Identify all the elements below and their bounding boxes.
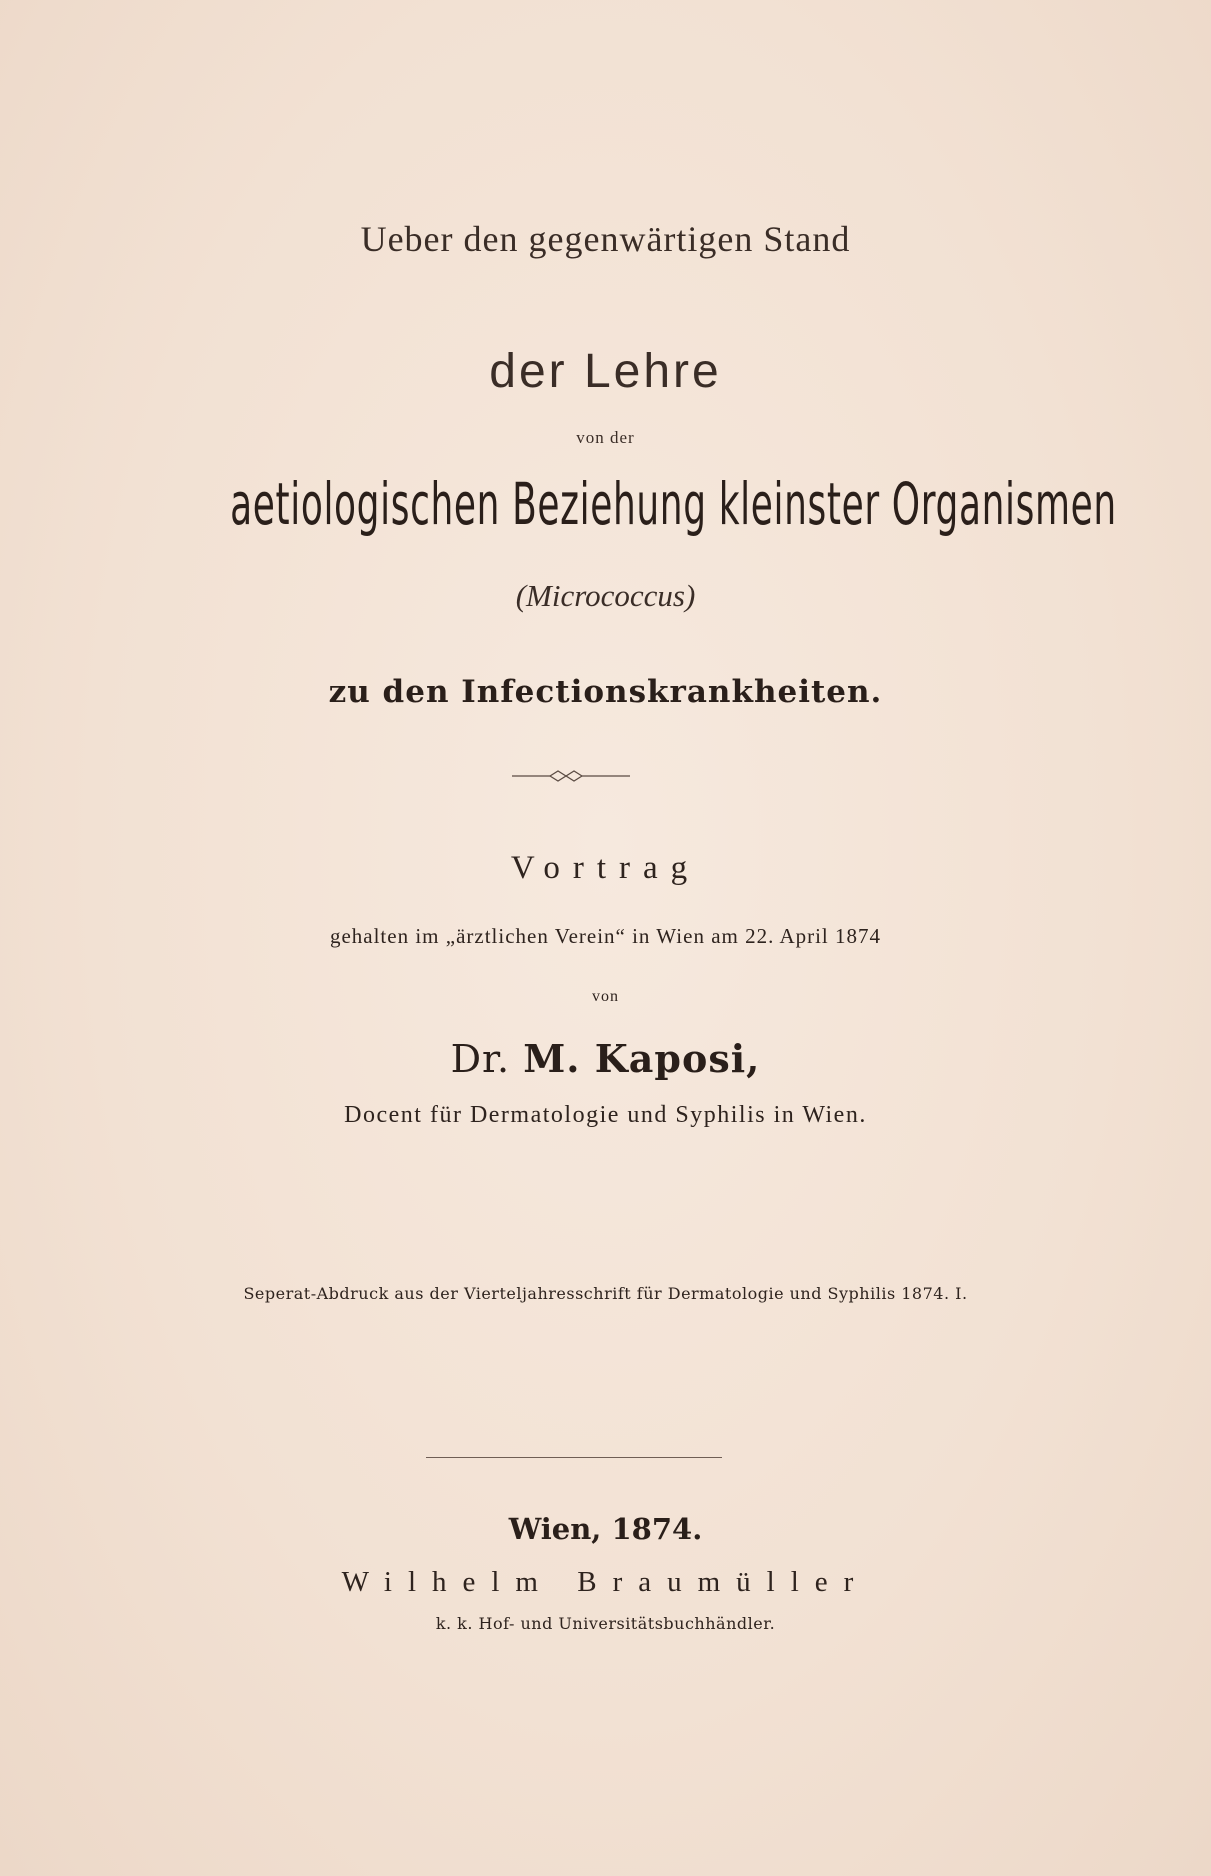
imprint-place-year: Wien, 1874. (508, 1512, 703, 1546)
title-line-1: Ueber den gegenwärtigen Stand (360, 219, 851, 259)
author-title: Dr. (450, 1037, 511, 1081)
title-line-6: zu den Infectionskrankheiten. (328, 674, 883, 710)
horizontal-rule (426, 1457, 722, 1458)
reprint-note: Seperat-Abdruck aus der Vierteljahresschrift für Dermatologie und Syphilis 1874. I. (243, 1284, 968, 1303)
lecture-occasion: gehalten im „ärztlichen Verein“ in Wien am 22. April 1874 (329, 924, 882, 948)
title-line-2: der Lehre (489, 345, 722, 398)
imprint-publisher-role: k. k. Hof- und Universitätsbuchhändler. (435, 1614, 776, 1633)
author-line (0, 1036, 1211, 1081)
ornamental-divider-icon (512, 766, 630, 786)
lecture-by: von (592, 988, 619, 1005)
title-line-5: (Micrococcus) (515, 578, 696, 613)
lecture-heading: Vortrag (510, 850, 701, 886)
imprint-publisher: Wilhelm Braumüller (341, 1566, 870, 1598)
author-name: M. Kaposi, (523, 1036, 761, 1081)
title-line-3: von der (576, 428, 635, 447)
title-line-4: aetiologischen Beziehung kleinster Organismen (230, 470, 1117, 538)
author-affiliation: Docent für Dermatologie und Syphilis in Wien. (344, 1102, 867, 1128)
